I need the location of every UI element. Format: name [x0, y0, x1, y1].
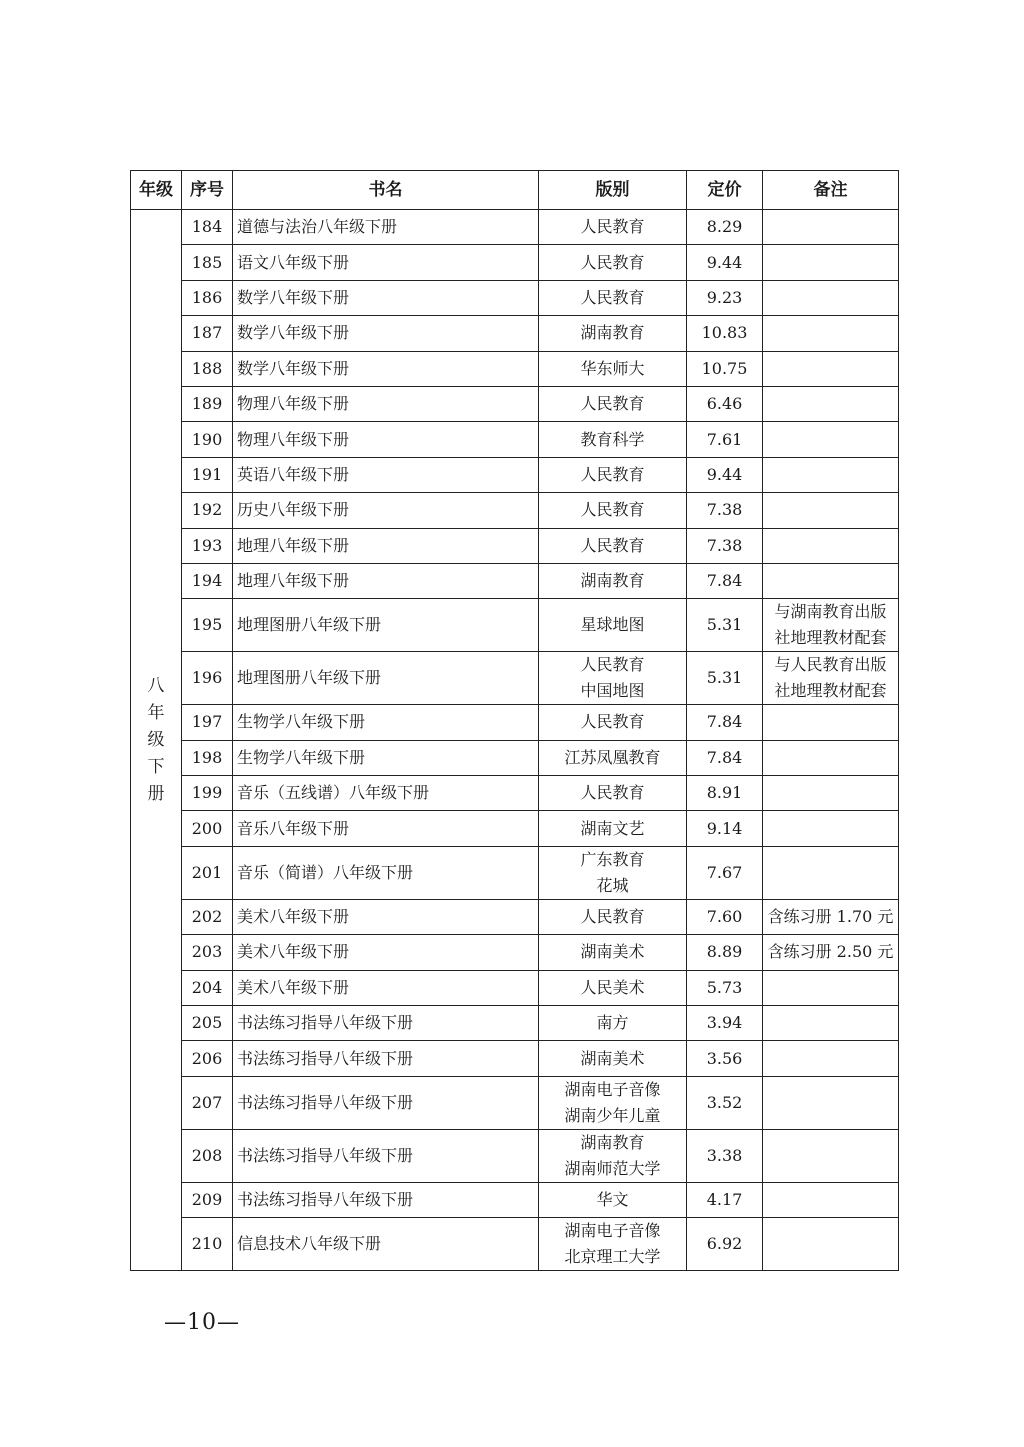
edition-line: 教育科学: [580, 429, 645, 449]
row-no: 195: [182, 599, 233, 652]
table-row: [131, 970, 899, 1005]
table-row: [131, 935, 899, 970]
edition-line: 人民教育: [580, 394, 645, 414]
row-edition: [539, 1129, 687, 1182]
table-row: [131, 899, 899, 934]
row-name: 美术八年级下册: [233, 935, 539, 970]
row-no: 203: [182, 935, 233, 970]
row-note: [763, 652, 899, 705]
row-name: 生物学八年级下册: [233, 705, 539, 740]
edition-line: 人民教育: [580, 907, 645, 927]
note-line: 社地理教材配套: [774, 681, 887, 701]
edition-line: 广东教育: [580, 849, 645, 869]
row-name: 历史八年级下册: [233, 493, 539, 528]
row-no: 187: [182, 316, 233, 351]
edition-line: 湖南美术: [580, 942, 645, 962]
row-edition: [539, 563, 687, 598]
row-name: 语文八年级下册: [233, 245, 539, 280]
row-no: 196: [182, 652, 233, 705]
grade-label: 八年级下册: [147, 675, 165, 804]
edition-line: 湖南教育: [580, 571, 645, 591]
row-name: 书法练习指导八年级下册: [233, 1076, 539, 1129]
row-price: 9.44: [687, 457, 763, 492]
row-name: 生物学八年级下册: [233, 740, 539, 775]
table-row: [131, 740, 899, 775]
row-name: 书法练习指导八年级下册: [233, 1041, 539, 1076]
table-row: [131, 1182, 899, 1217]
row-note: [763, 457, 899, 492]
table-row: [131, 652, 899, 705]
row-price: 5.31: [687, 599, 763, 652]
row-price: 8.91: [687, 776, 763, 811]
row-note: [763, 210, 899, 245]
row-edition: [539, 422, 687, 457]
row-note: [763, 316, 899, 351]
edition-line: 江苏凤凰教育: [564, 747, 661, 767]
row-price: 7.67: [687, 846, 763, 899]
edition-line: 人民美术: [580, 977, 645, 997]
row-name: 书法练习指导八年级下册: [233, 1182, 539, 1217]
edition-line: 人民教育: [580, 500, 645, 520]
row-price: 7.38: [687, 528, 763, 563]
edition-line: 湖南少年儿童: [564, 1105, 661, 1125]
edition-line: 中国地图: [580, 681, 645, 701]
row-no: 209: [182, 1182, 233, 1217]
table-row: [131, 245, 899, 280]
row-name: 地理图册八年级下册: [233, 599, 539, 652]
row-name: 道德与法治八年级下册: [233, 210, 539, 245]
row-note: [763, 1006, 899, 1041]
row-edition: [539, 386, 687, 421]
row-edition: [539, 1041, 687, 1076]
row-name: 书法练习指导八年级下册: [233, 1006, 539, 1041]
row-edition: [539, 846, 687, 899]
row-price: 8.89: [687, 935, 763, 970]
grade-cell: [131, 210, 182, 1271]
row-no: 189: [182, 386, 233, 421]
row-edition: [539, 970, 687, 1005]
row-edition: [539, 935, 687, 970]
row-no: 190: [182, 422, 233, 457]
row-price: 3.52: [687, 1076, 763, 1129]
row-edition: [539, 457, 687, 492]
row-note: [763, 528, 899, 563]
row-no: 198: [182, 740, 233, 775]
edition-line: 人民教育: [580, 535, 645, 555]
row-name: 数学八年级下册: [233, 316, 539, 351]
table-row: [131, 1218, 899, 1271]
row-price: 9.14: [687, 811, 763, 846]
row-note: [763, 245, 899, 280]
row-note: [763, 280, 899, 315]
edition-line: 南方: [596, 1013, 629, 1033]
row-name: 书法练习指导八年级下册: [233, 1129, 539, 1182]
row-note: [763, 351, 899, 386]
row-edition: [539, 1218, 687, 1271]
table-row: [131, 563, 899, 598]
row-name: 英语八年级下册: [233, 457, 539, 492]
row-note: [763, 899, 899, 934]
row-note: [763, 563, 899, 598]
row-price: 5.31: [687, 652, 763, 705]
row-no: 197: [182, 705, 233, 740]
row-edition: [539, 599, 687, 652]
table-row: [131, 599, 899, 652]
edition-line: 华东师大: [580, 358, 645, 378]
row-price: 10.75: [687, 351, 763, 386]
row-edition: [539, 1182, 687, 1217]
row-edition: [539, 811, 687, 846]
table-row: [131, 811, 899, 846]
row-no: 184: [182, 210, 233, 245]
edition-line: 湖南教育: [580, 323, 645, 343]
edition-line: 华文: [596, 1190, 629, 1209]
row-note: [763, 970, 899, 1005]
row-edition: [539, 740, 687, 775]
edition-line: 湖南电子音像: [564, 1221, 661, 1241]
table-row: [131, 1076, 899, 1129]
row-name: 地理图册八年级下册: [233, 652, 539, 705]
row-price: 7.84: [687, 740, 763, 775]
header-price: 定价: [687, 171, 763, 210]
row-name: 音乐八年级下册: [233, 811, 539, 846]
table-row: [131, 210, 899, 245]
edition-line: 湖南美术: [580, 1048, 645, 1068]
edition-line: 北京理工大学: [564, 1247, 661, 1267]
row-no: 206: [182, 1041, 233, 1076]
note-line: 社地理教材配套: [774, 628, 887, 648]
row-edition: [539, 245, 687, 280]
row-price: 8.29: [687, 210, 763, 245]
table-row: [131, 493, 899, 528]
row-no: 193: [182, 528, 233, 563]
table-row: [131, 1041, 899, 1076]
table-row: [131, 351, 899, 386]
page-number: —10—: [164, 1310, 240, 1335]
row-price: 6.92: [687, 1218, 763, 1271]
row-name: 地理八年级下册: [233, 563, 539, 598]
table-row: [131, 316, 899, 351]
row-edition: [539, 899, 687, 934]
row-price: 7.84: [687, 563, 763, 598]
row-no: 185: [182, 245, 233, 280]
edition-line: 人民教育: [580, 712, 645, 732]
row-no: 208: [182, 1129, 233, 1182]
table-header-row: [131, 171, 899, 210]
row-edition: [539, 528, 687, 563]
edition-line: 人民教育: [580, 655, 645, 675]
table-body: [131, 210, 899, 1271]
edition-line: 湖南文艺: [580, 818, 645, 838]
row-edition: [539, 1006, 687, 1041]
row-price: 6.46: [687, 386, 763, 421]
row-price: 7.38: [687, 493, 763, 528]
edition-line: 人民教育: [580, 464, 645, 484]
edition-line: 人民教育: [580, 217, 645, 237]
table-row: [131, 1006, 899, 1041]
edition-line: 人民教育: [580, 287, 645, 307]
edition-line: 湖南电子音像: [564, 1079, 661, 1099]
table-row: [131, 846, 899, 899]
row-name: 数学八年级下册: [233, 280, 539, 315]
edition-line: 人民教育: [580, 252, 645, 272]
row-edition: [539, 705, 687, 740]
row-name: 美术八年级下册: [233, 899, 539, 934]
header-name: 书名: [233, 171, 539, 210]
row-price: 7.61: [687, 422, 763, 457]
row-no: 192: [182, 493, 233, 528]
header-no: 序号: [182, 171, 233, 210]
row-note: [763, 1076, 899, 1129]
row-no: 186: [182, 280, 233, 315]
note-line: 含练习册 1.70 元: [767, 907, 894, 927]
row-name: 音乐（简谱）八年级下册: [233, 846, 539, 899]
row-no: 205: [182, 1006, 233, 1041]
row-edition: [539, 316, 687, 351]
header-note: 备注: [763, 171, 899, 210]
note-line: 含练习册 2.50 元: [767, 942, 894, 962]
note-line: 与湖南教育出版: [774, 602, 887, 622]
row-note: [763, 705, 899, 740]
row-edition: [539, 652, 687, 705]
row-price: 4.17: [687, 1182, 763, 1217]
textbook-price-table: [130, 170, 899, 1271]
row-price: 9.23: [687, 280, 763, 315]
row-edition: [539, 351, 687, 386]
row-edition: [539, 210, 687, 245]
row-name: 物理八年级下册: [233, 386, 539, 421]
row-note: [763, 811, 899, 846]
edition-line: 星球地图: [580, 615, 645, 635]
header-grade: 年级: [131, 171, 182, 210]
row-name: 数学八年级下册: [233, 351, 539, 386]
row-price: 9.44: [687, 245, 763, 280]
row-price: 5.73: [687, 970, 763, 1005]
table-row: [131, 528, 899, 563]
row-no: 202: [182, 899, 233, 934]
row-note: [763, 493, 899, 528]
row-no: 201: [182, 846, 233, 899]
row-no: 207: [182, 1076, 233, 1129]
row-no: 188: [182, 351, 233, 386]
table-row: [131, 1129, 899, 1182]
row-no: 191: [182, 457, 233, 492]
row-name: 美术八年级下册: [233, 970, 539, 1005]
row-edition: [539, 776, 687, 811]
table-row: [131, 776, 899, 811]
row-price: 7.60: [687, 899, 763, 934]
row-price: 7.84: [687, 705, 763, 740]
row-name: 音乐（五线谱）八年级下册: [233, 776, 539, 811]
table-row: [131, 422, 899, 457]
header-edition: 版别: [539, 171, 687, 210]
row-note: [763, 422, 899, 457]
edition-line: 湖南师范大学: [564, 1158, 661, 1178]
edition-line: 人民教育: [580, 783, 645, 803]
row-price: 10.83: [687, 316, 763, 351]
row-edition: [539, 1076, 687, 1129]
row-price: 3.38: [687, 1129, 763, 1182]
table-row: [131, 457, 899, 492]
row-name: 地理八年级下册: [233, 528, 539, 563]
row-note: [763, 1218, 899, 1271]
row-edition: [539, 493, 687, 528]
row-note: [763, 1182, 899, 1217]
row-no: 200: [182, 811, 233, 846]
edition-line: 湖南教育: [580, 1132, 645, 1152]
row-price: 3.94: [687, 1006, 763, 1041]
row-note: [763, 599, 899, 652]
note-line: 与人民教育出版: [774, 655, 887, 675]
row-note: [763, 776, 899, 811]
row-note: [763, 386, 899, 421]
row-no: 199: [182, 776, 233, 811]
row-name: 信息技术八年级下册: [233, 1218, 539, 1271]
table-row: [131, 386, 899, 421]
row-note: [763, 1129, 899, 1182]
row-note: [763, 1041, 899, 1076]
row-no: 210: [182, 1218, 233, 1271]
table-row: [131, 705, 899, 740]
row-name: 物理八年级下册: [233, 422, 539, 457]
row-no: 204: [182, 970, 233, 1005]
edition-line: 花城: [596, 875, 629, 895]
row-price: 3.56: [687, 1041, 763, 1076]
row-note: [763, 740, 899, 775]
table-row: [131, 280, 899, 315]
row-no: 194: [182, 563, 233, 598]
row-note: [763, 846, 899, 899]
row-note: [763, 935, 899, 970]
row-edition: [539, 280, 687, 315]
